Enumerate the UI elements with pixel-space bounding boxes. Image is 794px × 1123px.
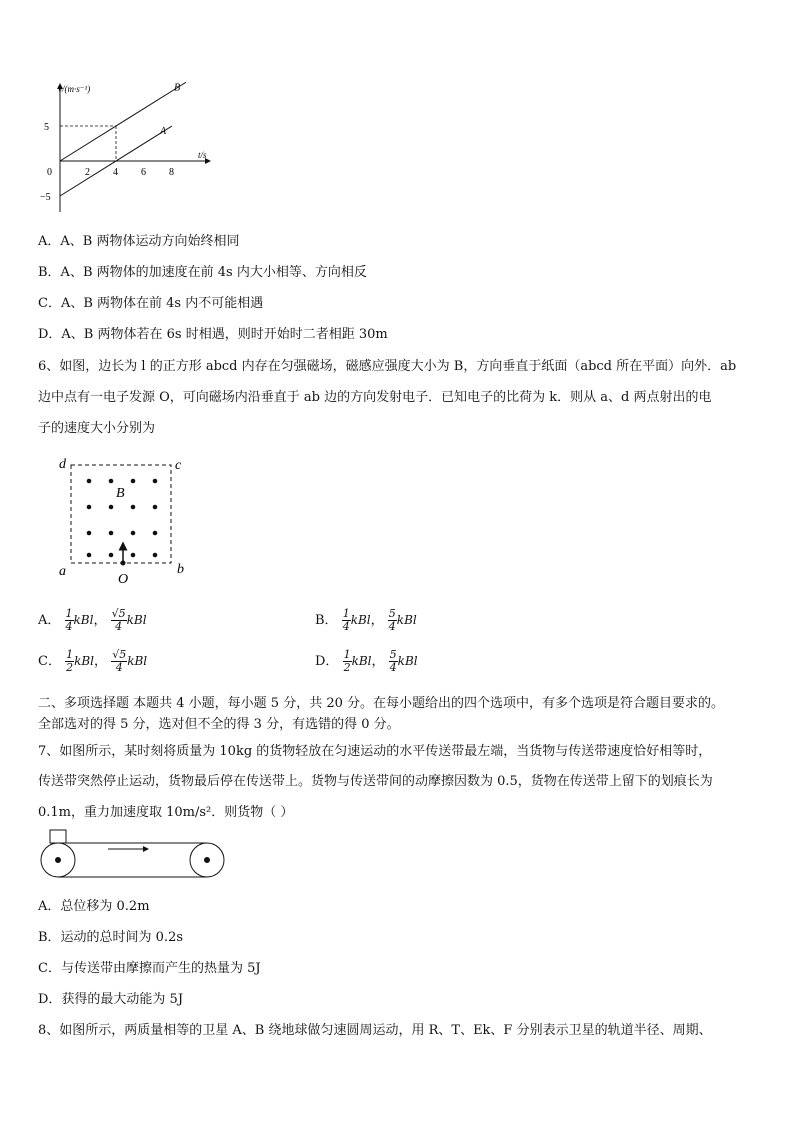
q6-stem-line3: 子的速度大小分别为 — [38, 421, 156, 436]
corner-a: a — [59, 564, 66, 579]
field-dot — [153, 531, 158, 536]
q5-option-c: C．A、B 两物体在前 4s 内不可能相遇 — [38, 296, 264, 311]
y-axis-label: v/(m·s⁻¹) — [58, 84, 91, 94]
x-tick-label-6: 6 — [141, 167, 146, 178]
field-label-b: B — [116, 486, 125, 501]
field-dot — [131, 505, 136, 510]
q6-stem-line2: 边中点有一电子发源 O，可向磁场内沿垂直于 ab 边的方向发射电子．已知电子的比荷为 k．则从 a、d 两点射出的电 — [38, 390, 712, 405]
field-dot — [109, 531, 114, 536]
right-roller-axle — [204, 857, 210, 863]
q6-stem-line1: 6、如图，边长为 l 的正方形 abcd 内存在匀强磁场，磁感应强度大小为 B，方向垂直于纸面（abcd 所在平面）向外．ab — [38, 359, 737, 374]
field-dot — [153, 553, 158, 558]
q7-option-d: D．获得的最大动能为 5J — [38, 992, 184, 1007]
series-line-b — [60, 82, 186, 161]
section2-heading-line2: 全部选对的得 5 分，选对但不全的得 3 分，有选错的得 0 分。 — [38, 717, 400, 732]
q7-stem-line1: 7、如图所示，某时刻将质量为 10kg 的货物轻放在匀速运动的水平传送带最左端，当货物与传送带速度恰好相等时， — [38, 744, 712, 759]
magnetic-field-figure — [55, 455, 195, 590]
series-label-a: A — [160, 126, 167, 137]
x-tick-label-4: 4 — [113, 167, 118, 178]
corner-c: c — [175, 458, 182, 473]
field-dot — [131, 553, 136, 558]
origin-label: 0 — [47, 167, 52, 178]
q7-option-c: C．与传送带由摩擦而产生的热量为 5J — [38, 961, 261, 976]
field-dot — [131, 479, 136, 484]
section2-heading-line1: 二、多项选择题 本题共 4 小题，每小题 5 分，共 20 分。在每小题给出的四个选项中，有多个选项是符合题目要求的。 — [38, 696, 725, 711]
x-tick-label-8: 8 — [169, 167, 174, 178]
q5-option-d: D．A、B 两物体若在 6s 时相遇，则时开始时二者相距 30m — [38, 327, 388, 342]
corner-d: d — [59, 457, 66, 472]
y-tick-label-5: 5 — [44, 122, 49, 133]
x-axis-label: t/s — [198, 150, 207, 160]
y-tick-label-neg5: −5 — [40, 192, 51, 203]
field-dot — [109, 553, 114, 558]
q7-option-a: A．总位移为 0.2m — [38, 899, 150, 914]
q6-option-d: D． $\frac{1}{2}$ kBl， $\frac{5}{4}$ kBl — [315, 648, 418, 674]
q8-stem-line1: 8、如图所示，两质量相等的卫星 A、B 绕地球做匀速圆周运动，用 R、T、Ek、F 分别表示卫星的轨道半径、周期、 — [38, 1023, 712, 1038]
field-dot — [131, 531, 136, 536]
q6-option-a: A． $\frac{1}{4}$ kBl， $\frac{√5}{4}$ kBl — [38, 607, 147, 633]
q6-option-b: B． $\frac{1}{4}$ kBl， $\frac{5}{4}$ kBl — [315, 607, 417, 633]
q5-option-b: B．A、B 两物体的加速度在前 4s 内大小相等、方向相反 — [38, 265, 367, 280]
corner-b: b — [177, 562, 184, 577]
field-dot — [87, 479, 92, 484]
cargo-box — [50, 830, 66, 843]
field-dot — [153, 479, 158, 484]
q6-option-c: C． $\frac{1}{2}$ kBl， $\frac{√5}{4}$ kBl — [38, 648, 148, 674]
velocity-time-graph — [30, 78, 220, 218]
x-tick-label-2: 2 — [85, 167, 90, 178]
field-dot — [87, 531, 92, 536]
field-dot — [153, 505, 158, 510]
field-dot — [87, 505, 92, 510]
field-dot — [109, 479, 114, 484]
q7-option-b: B．运动的总时间为 0.2s — [38, 930, 184, 945]
left-roller-axle — [55, 857, 61, 863]
source-label-o: O — [118, 572, 129, 587]
field-dot — [87, 553, 92, 558]
q7-stem-line3: 0.1m，重力加速度取 10m/s²．则货物（ ） — [38, 805, 294, 820]
field-dot — [109, 505, 114, 510]
q5-option-a: A．A、B 两物体运动方向始终相同 — [38, 234, 240, 249]
q7-stem-line2: 传送带突然停止运动，货物最后停在传送带上。货物与传送带间的动摩擦因数为 0.5，货物在传送带上留下的划痕长为 — [38, 774, 713, 789]
series-label-b: B — [174, 82, 181, 94]
conveyor-belt-figure — [36, 828, 231, 883]
